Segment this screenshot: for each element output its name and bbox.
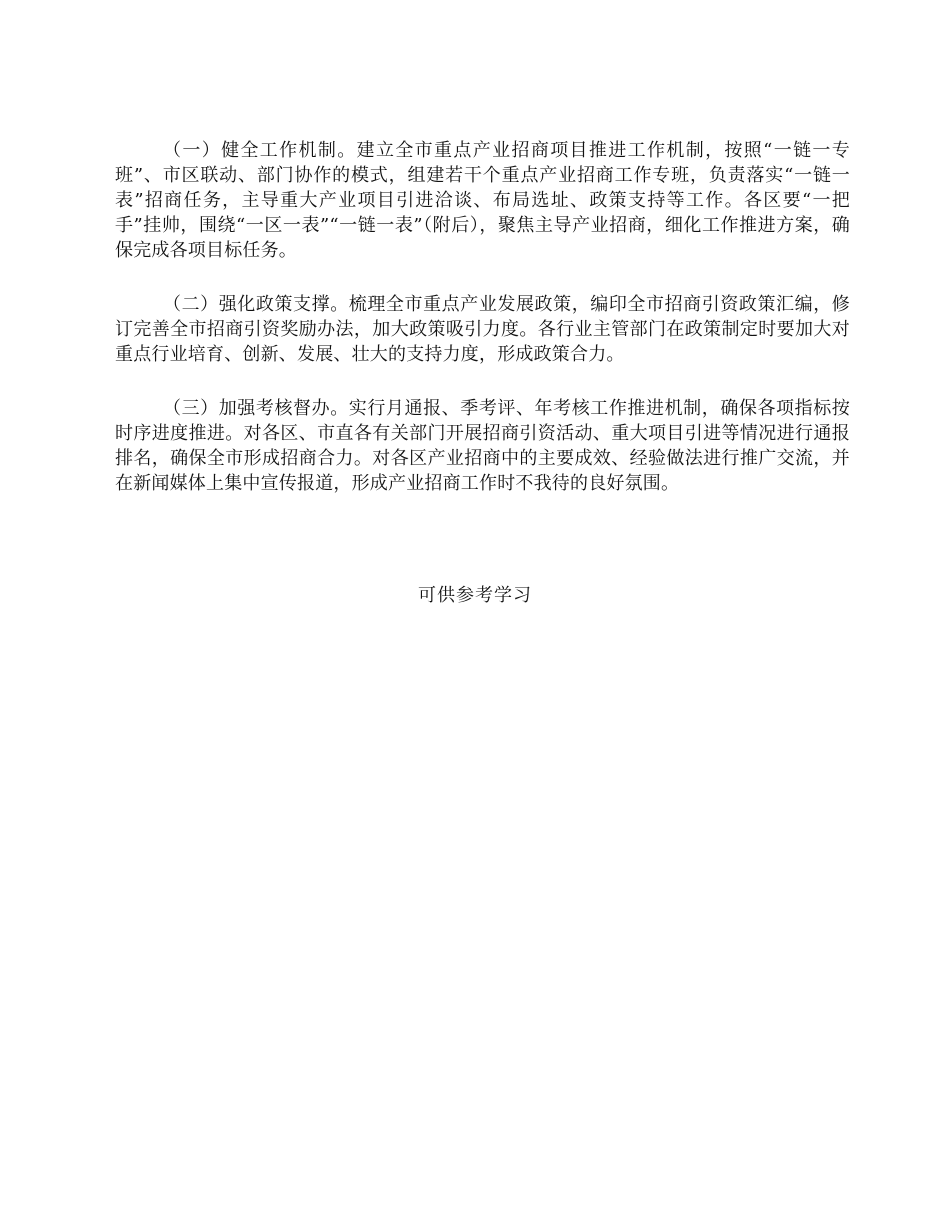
document-body (115, 138, 850, 525)
paragraph-work-mechanism: （一）健全工作机制。建立全市重点产业招商项目推进工作机制，按照“一链一专班”、市区联动、部门协作的模式，组建若干个重点产业招商工作专班，负责落实“一链一表”招商任务，主导重大产业项目引进洽谈、布局选址、政策支持等工作。各区要“一把手”挂帅，围绕“一区一表”“一链一表”（附后），聚焦主导产业招商，细化工作推进方案，确保完成各项目标任务。 (115, 140, 850, 261)
paragraph-policy-support: （二）强化政策支撑。梳理全市重点产业发展政策，编印全市招商引资政策汇编，修订完善全市招商引资奖励办法，加大政策吸引力度。各行业主管部门在政策制定时要加大对重点行业培育、创新、发展、壮大的支持力度，形成政策合力。 (115, 294, 850, 365)
paragraph-assessment-supervision: （三）加强考核督办。实行月通报、季考评、年考核工作推进机制，确保各项指标按时序进度推进。对各区、市直各有关部门开展招商引资活动、重大项目引进等情况进行通报排名，确保全市形成招商合力。对各区产业招商中的主要成效、经验做法进行推广交流，并在新闻媒体上集中宣传报道，形成产业招商工作时不我待的良好氛围。 (115, 398, 850, 494)
footer-note: 可供参考学习 (418, 585, 532, 606)
